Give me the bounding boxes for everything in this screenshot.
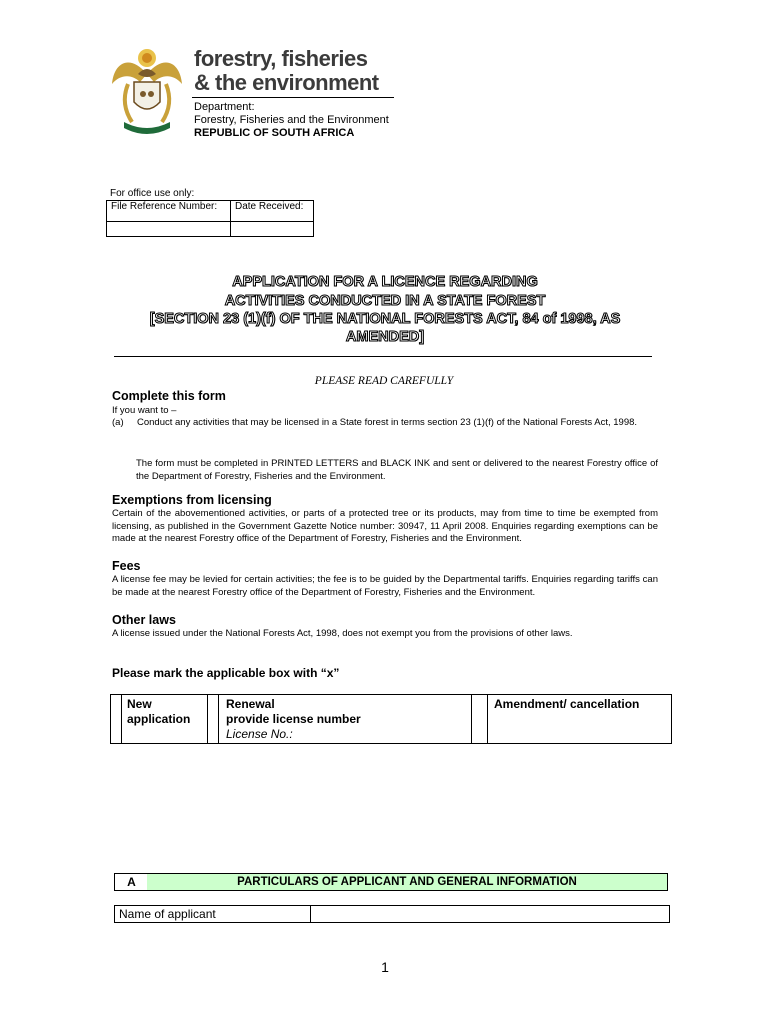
read-carefully-notice: PLEASE READ CAREFULLY	[314, 375, 454, 387]
department-name: Forestry, Fisheries and the Environment	[194, 114, 389, 126]
file-reference-header: File Reference Number:	[107, 201, 231, 222]
form-title-line-1: APPLICATION FOR A LICENCE REGARDING	[232, 274, 538, 290]
form-title-line-4: AMENDED]	[345, 329, 425, 345]
form-title-line-2: ACTIVITIES CONDUCTED IN A STATE FOREST	[224, 293, 546, 309]
header-divider	[192, 97, 394, 98]
name-of-applicant-label: Name of applicant	[115, 906, 311, 922]
other-laws-text: A license issued under the National Forests Act, 1998, does not exempt you from the provisions of other laws.	[112, 628, 573, 639]
name-of-applicant-row	[114, 905, 670, 923]
mark-box-heading: Please mark the applicable box with “x”	[112, 666, 340, 680]
renewal-label: Renewal provide license number License No.:	[226, 695, 466, 745]
amendment-label: Amendment/ cancellation	[494, 697, 640, 711]
date-received-field[interactable]	[231, 222, 314, 237]
fees-text: A license fee may be levied for certain activities; the fee is to be guided by the Departmental tariffs. Enquiries regarding tariffs can be made at the nearest Forestry office of the Department of Forestry, Fisheries and the Environment.	[112, 574, 658, 598]
new-application-checkbox[interactable]	[111, 695, 122, 743]
department-label: Department:	[194, 101, 255, 113]
brand-line-1: forestry, fisheries	[194, 46, 368, 71]
office-use-label: For office use only:	[110, 188, 195, 199]
amendment-checkbox[interactable]	[472, 695, 488, 743]
office-use-table	[106, 200, 314, 237]
title-divider	[114, 356, 652, 357]
section-a-title: PARTICULARS OF APPLICANT AND GENERAL INFORMATION	[147, 873, 668, 891]
brand-line-2: & the environment	[194, 70, 379, 95]
country-name: REPUBLIC OF SOUTH AFRICA	[194, 127, 355, 139]
fees-heading: Fees	[112, 559, 141, 573]
complete-form-heading: Complete this form	[112, 389, 226, 403]
license-number-label: License No.:	[226, 727, 293, 741]
form-title-line-3: [SECTION 23 (1)(f) OF THE NATIONAL FORESTS ACT, 84 of 1998, AS	[149, 311, 621, 327]
file-reference-field[interactable]	[107, 222, 231, 237]
coat-of-arms-icon	[110, 44, 184, 136]
form-instructions: The form must be completed in PRINTED LETTERS and BLACK INK and sent or delivered to the nearest Forestry office of the Department of Forestry, Fisheries and the Environment.	[136, 458, 658, 482]
complete-form-intro: If you want to –	[112, 405, 177, 416]
new-application-label: New application	[127, 697, 191, 726]
page-number: 1	[381, 959, 389, 975]
date-received-header: Date Received:	[231, 201, 314, 222]
renewal-checkbox[interactable]	[208, 695, 219, 743]
name-of-applicant-field[interactable]	[312, 906, 669, 922]
other-laws-heading: Other laws	[112, 613, 176, 627]
application-type-table	[110, 694, 672, 744]
exemptions-heading: Exemptions from licensing	[112, 493, 272, 507]
item-a-text: Conduct any activities that may be licensed in a State forest in terms section 23 (1)(f) of the National Forests Act, 1998.	[137, 417, 638, 428]
exemptions-text: Certain of the abovementioned activities, or parts of a protected tree or its products, may from time to time be exempted from licensing, as published in the Government Gazette Notice number: 30947, 11 April 2008. Enquiries regarding exemptions can be made at the nearest Forestry office of the Department of Forestry, Fisheries and the Environment.	[112, 508, 658, 544]
section-a-letter: A	[114, 873, 149, 891]
item-a-letter: (a)	[112, 417, 124, 428]
